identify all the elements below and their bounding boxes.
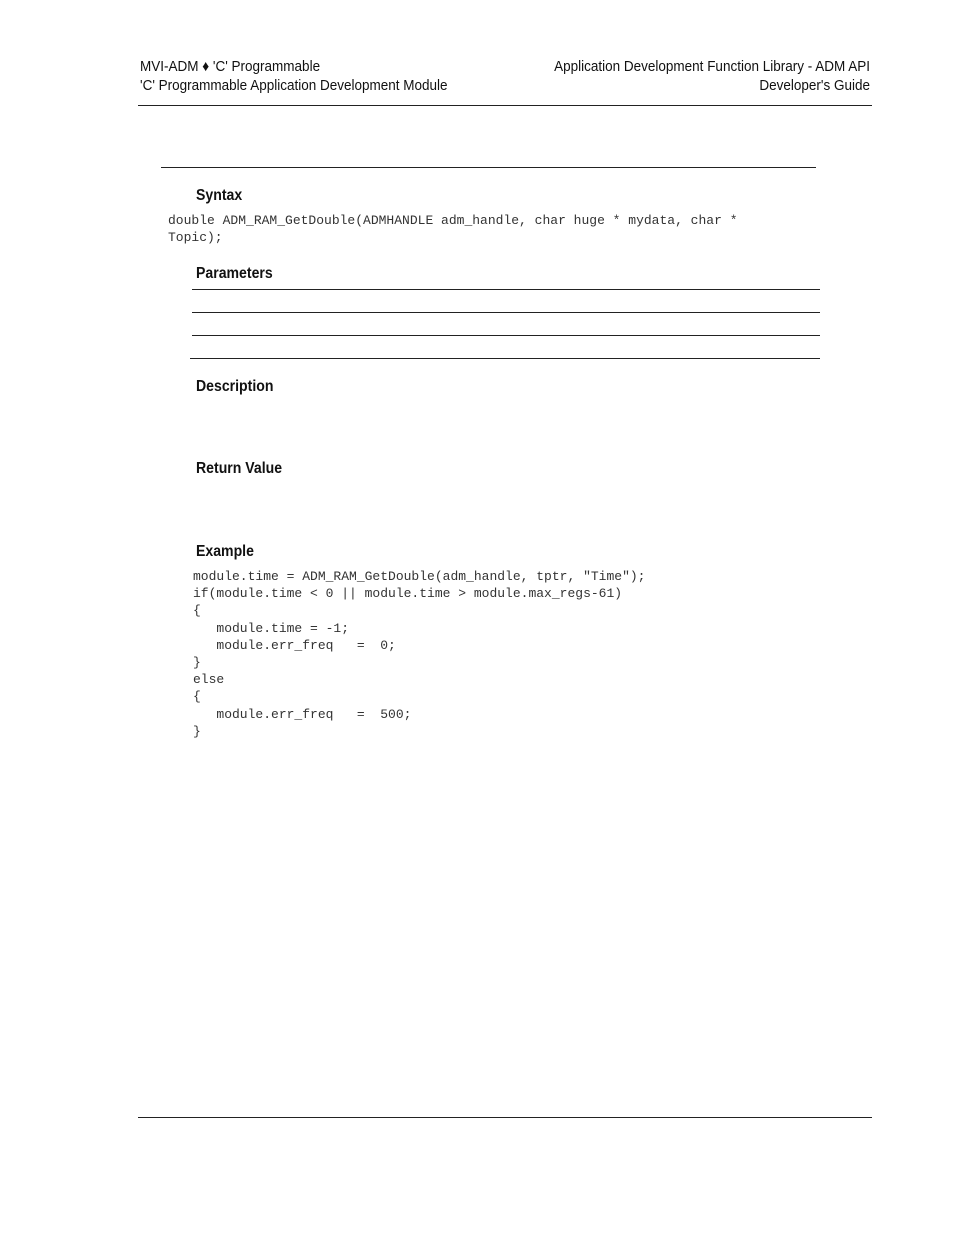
header-product-subtitle: 'C' Programmable Application Development Module — [140, 77, 448, 94]
header-guide-title: Developer's Guide — [759, 77, 870, 94]
description-heading: Description — [196, 378, 274, 395]
parameters-table-rule — [192, 335, 820, 336]
syntax-heading: Syntax — [196, 187, 243, 204]
parameters-table-rule — [192, 289, 820, 290]
header-divider — [138, 105, 872, 106]
parameters-heading: Parameters — [196, 265, 273, 282]
header-chapter-title: Application Development Function Library - ADM API — [554, 58, 870, 75]
function-title-divider — [161, 167, 816, 168]
header-product-title: MVI-ADM ♦ 'C' Programmable — [140, 58, 321, 75]
parameters-table-rule — [190, 358, 820, 359]
example-heading: Example — [196, 543, 254, 560]
syntax-code: double ADM_RAM_GetDouble(ADMHANDLE adm_handle, char huge * mydata, char * Topic); — [168, 213, 738, 246]
return-value-heading: Return Value — [196, 460, 283, 477]
parameters-table-rule — [192, 312, 820, 313]
header-left — [140, 57, 448, 95]
example-code: module.time = ADM_RAM_GetDouble(adm_handle, tptr, "Time"); if(module.time < 0 || module.time > module.max_regs-61) { module.time = -1; module.err_freq = 0; } else { module.err_freq = 500; } — [193, 569, 646, 739]
header-right — [554, 57, 870, 95]
footer-divider — [138, 1117, 872, 1118]
